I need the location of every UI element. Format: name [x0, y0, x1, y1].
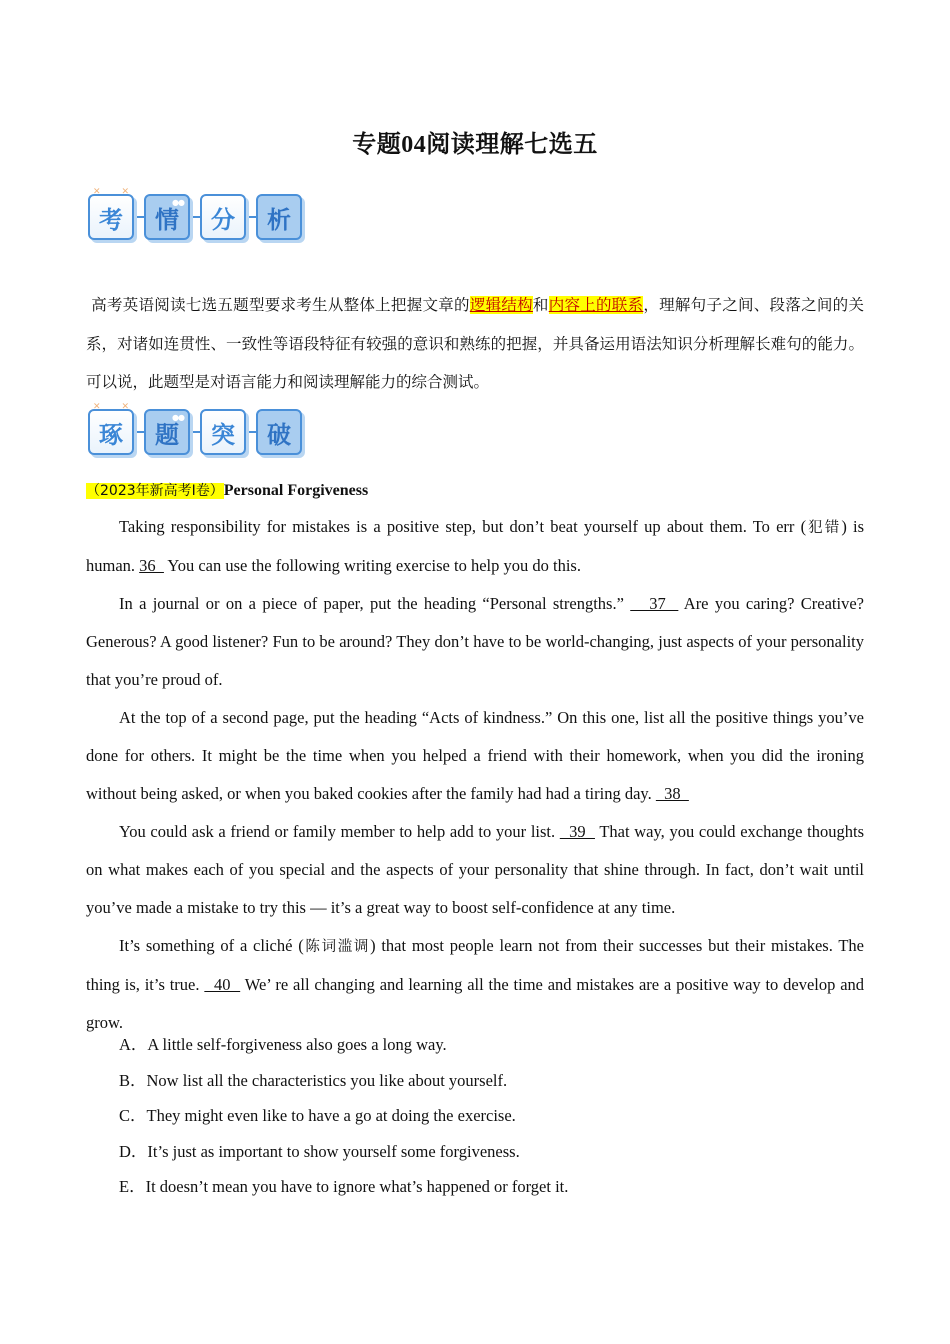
blank-36: 36: [139, 556, 164, 575]
badge-connector: [246, 431, 256, 433]
badge-connector: [190, 216, 200, 218]
highlight-content-relation: 内容上的联系: [548, 296, 644, 314]
badge-connector: [134, 216, 144, 218]
option-e: E．It doesn’t mean you have to ignore what’s happened or forget it.: [119, 1177, 569, 1196]
badge-connector: [134, 431, 144, 433]
passage-paragraph: You could ask a friend or family member to help add to your list. 39 That way, you could exchange thoughts on what makes each of you special and the aspects of your personality that shine through. In fact, don’t wait until you’ve made a mistake to try this — it’s a great way to boost self-confidence at any time.: [86, 822, 864, 917]
section-header-practice: [88, 402, 302, 455]
passage-paragraph: Taking responsibility for mistakes is a positive step, but don’t beat yourself up about them. To err (犯错) is human. 36 You can use the following writing exercise to help you do this.: [86, 517, 865, 575]
badge-char: ✕ ✕ 考: [88, 194, 134, 240]
passage-title: Personal Forgiveness: [223, 482, 369, 499]
intro-paragraph: 高考英语阅读七选五题型要求考生从整体上把握文章的逻辑结构和内容上的联系，理解句子之间、段落之间的关系，对诸如连贯性、一致性等语段特征有较强的意识和熟练的把握，并具备运用语法知识分析理解长难句的能力。可以说，此题型是对语言能力和阅读理解能力的综合测试。: [86, 296, 864, 391]
badge-char: ●● 题: [144, 409, 190, 455]
option-c: C．They might even like to have a go at doing the exercise.: [119, 1106, 516, 1125]
option-b: B．Now list all the characteristics you like about yourself.: [119, 1070, 508, 1090]
badge-char: 析: [256, 194, 302, 240]
blank-37: 37: [630, 594, 679, 613]
answer-options: [119, 1027, 864, 1205]
badge-char: 分: [200, 194, 246, 240]
badge-char: 破: [256, 409, 302, 455]
badge-char: 突: [200, 409, 246, 455]
badge-char: ✕ ✕ 琢: [88, 409, 134, 455]
exam-tag: （2023年新高考I卷）: [86, 483, 224, 499]
page-title: 专题04阅读理解七选五: [352, 132, 598, 158]
option-d: D．It’s just as important to show yourself some forgiveness.: [119, 1141, 520, 1161]
badge-connector: [246, 216, 256, 218]
passage-paragraph: In a journal or on a piece of paper, put the heading “Personal strengths.” 37 Are you caring? Creative? Generous? A good listener? Fun to be around? They don’t have to be world-changing, just aspects of your personality that you’re proud of.: [86, 594, 864, 689]
passage-paragraph: It’s something of a cliché (陈词滥调) that most people learn not from their successes but their mistakes. The thing is, it’s true. 40 We’ re all changing and learning all the time and mistakes are a positive way to develop and grow.: [86, 936, 865, 1032]
highlight-logic-structure: 逻辑结构: [469, 296, 533, 314]
blank-38: 38: [655, 784, 689, 803]
blank-40: 40: [204, 975, 241, 994]
passage-body: [86, 508, 864, 1042]
passage-paragraph: At the top of a second page, put the heading “Acts of kindness.” On this one, list all the positive things you’ve done for others. It might be the time when you helped a friend with their homework, when you did the ironing without being asked, or when you baked cookies after the family had had a tiring day. 38: [86, 708, 864, 803]
section-header-analysis: [88, 187, 302, 240]
passage-heading: [86, 480, 368, 500]
badge-connector: [190, 431, 200, 433]
option-a: A．A little self-forgiveness also goes a long way.: [119, 1035, 447, 1054]
blank-39: 39: [559, 822, 595, 841]
badge-char: ●● 情: [144, 194, 190, 240]
